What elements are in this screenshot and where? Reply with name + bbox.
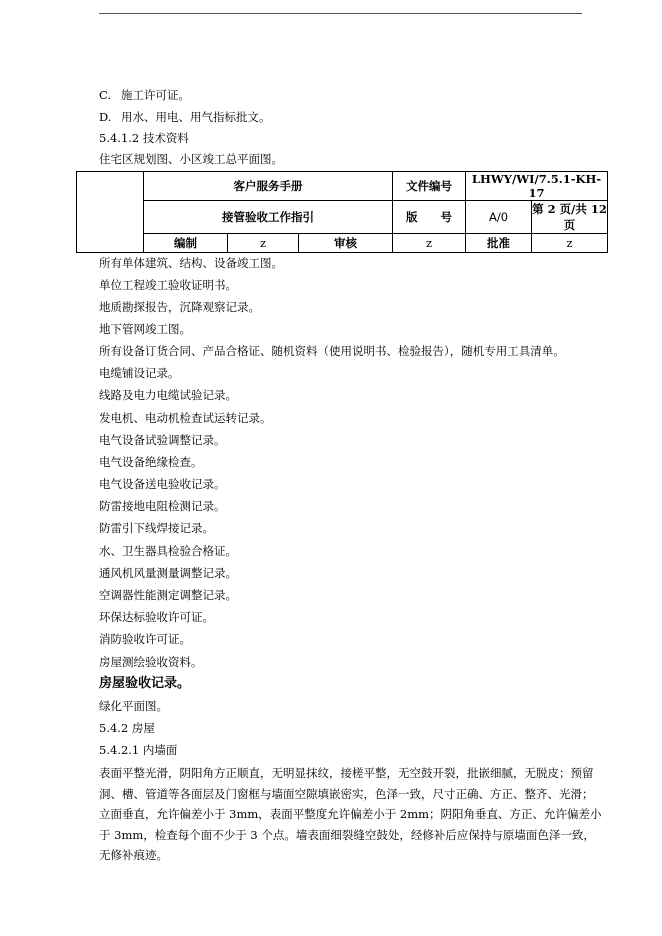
list-item: 环保达标验收许可证。 xyxy=(99,610,214,624)
approved-label: 批准 xyxy=(466,234,532,253)
list-item: 电气设备绝缘检查。 xyxy=(99,455,203,469)
item-text: 用水、用电、用气指标批文。 xyxy=(121,110,271,124)
paragraph-line: 表面平整光滑，阴阳角方正顺直，无明显抹纹，接槎平整，无空鼓开裂，批嵌细腻，无脱皮；预留 xyxy=(99,766,594,780)
green-plan-line: 绿化平面图。 xyxy=(99,699,168,713)
list-item: 空调器性能测定调整记录。 xyxy=(99,588,237,602)
paragraph-line: 立面垂直，允许偏差小于 3mm，表面平整度允许偏差小于 2mm；阴阳角垂直、方正、允许偏差小 xyxy=(99,807,602,821)
version-value: A/0 xyxy=(466,201,532,234)
doc-no-label: 文件编号 xyxy=(393,172,466,201)
list-item: 线路及电力电缆试验记录。 xyxy=(99,388,237,402)
site-plan-line: 住宅区规划图、小区竣工总平面图。 xyxy=(99,152,283,166)
inner-wall-paragraph xyxy=(99,763,605,866)
logo-cell xyxy=(77,172,144,253)
list-item: 地下管网竣工图。 xyxy=(99,322,191,336)
list-item: 水、卫生器具检验合格证。 xyxy=(99,544,237,558)
section-5-4-2-1: 5.4.2.1 内墙面 xyxy=(99,743,178,757)
compiled-value: z xyxy=(228,234,299,253)
reviewed-value: z xyxy=(393,234,466,253)
compiled-label: 编制 xyxy=(144,234,228,253)
list-item: 地质勘探报告，沉降观察记录。 xyxy=(99,300,260,314)
list-item: 通风机风量测量调整记录。 xyxy=(99,566,237,580)
list-item: 消防验收许可证。 xyxy=(99,632,191,646)
item-c xyxy=(99,88,190,102)
item-prefix: D. xyxy=(99,110,112,124)
section-5-4-1-2: 5.4.1.2 技术资料 xyxy=(99,131,189,145)
reviewed-label: 审核 xyxy=(299,234,393,253)
item-text: 施工许可证。 xyxy=(121,88,190,102)
list-item: 电气设备试验调整记录。 xyxy=(99,433,226,447)
item-prefix: C. xyxy=(99,88,112,102)
list-item: 单位工程竣工验收证明书。 xyxy=(99,278,237,292)
paragraph-line: 无修补痕迹。 xyxy=(99,848,168,862)
paragraph-line: 洞、槽、管道等各面层及门窗框与墙面空隙填嵌密实，色泽一致，尺寸正确、方正、整齐、光滑； xyxy=(99,786,594,801)
paragraph-line: 于 3mm，检查每个面不少于 3 个点。墙表面细裂缝空鼓处，经修补后应保持与原墙面色泽一致， xyxy=(99,827,595,842)
document-header-table xyxy=(76,171,608,253)
item-d xyxy=(99,110,271,124)
manual-title: 客户服务手册 xyxy=(144,172,393,201)
house-record-heading: 房屋验收记录。 xyxy=(99,676,191,691)
list-item: 所有设备订货合同、产品合格证、随机资料（使用说明书、检验报告），随机专用工具清单。 xyxy=(99,344,565,358)
list-item: 防雷接地电阻检测记录。 xyxy=(99,499,226,513)
list-item: 所有单体建筑、结构、设备竣工图。 xyxy=(99,256,283,270)
section-5-4-2: 5.4.2 房屋 xyxy=(99,721,155,735)
page-top-rule xyxy=(99,13,582,14)
list-item: 电气设备送电验收记录。 xyxy=(99,477,226,491)
guide-title: 接管验收工作指引 xyxy=(144,201,393,234)
approved-value: z xyxy=(532,234,608,253)
list-item: 房屋测绘验收资料。 xyxy=(99,655,203,669)
doc-no-value: LHWY/WI/7.5.1-KH-17 xyxy=(466,172,608,201)
list-item: 发电机、电动机检查试运转记录。 xyxy=(99,411,272,425)
list-item: 防雷引下线焊接记录。 xyxy=(99,521,214,535)
page-number: 第 2 页/共 12 页 xyxy=(532,202,607,232)
list-item: 电缆铺设记录。 xyxy=(99,366,180,380)
version-label: 版 号 xyxy=(393,201,466,234)
